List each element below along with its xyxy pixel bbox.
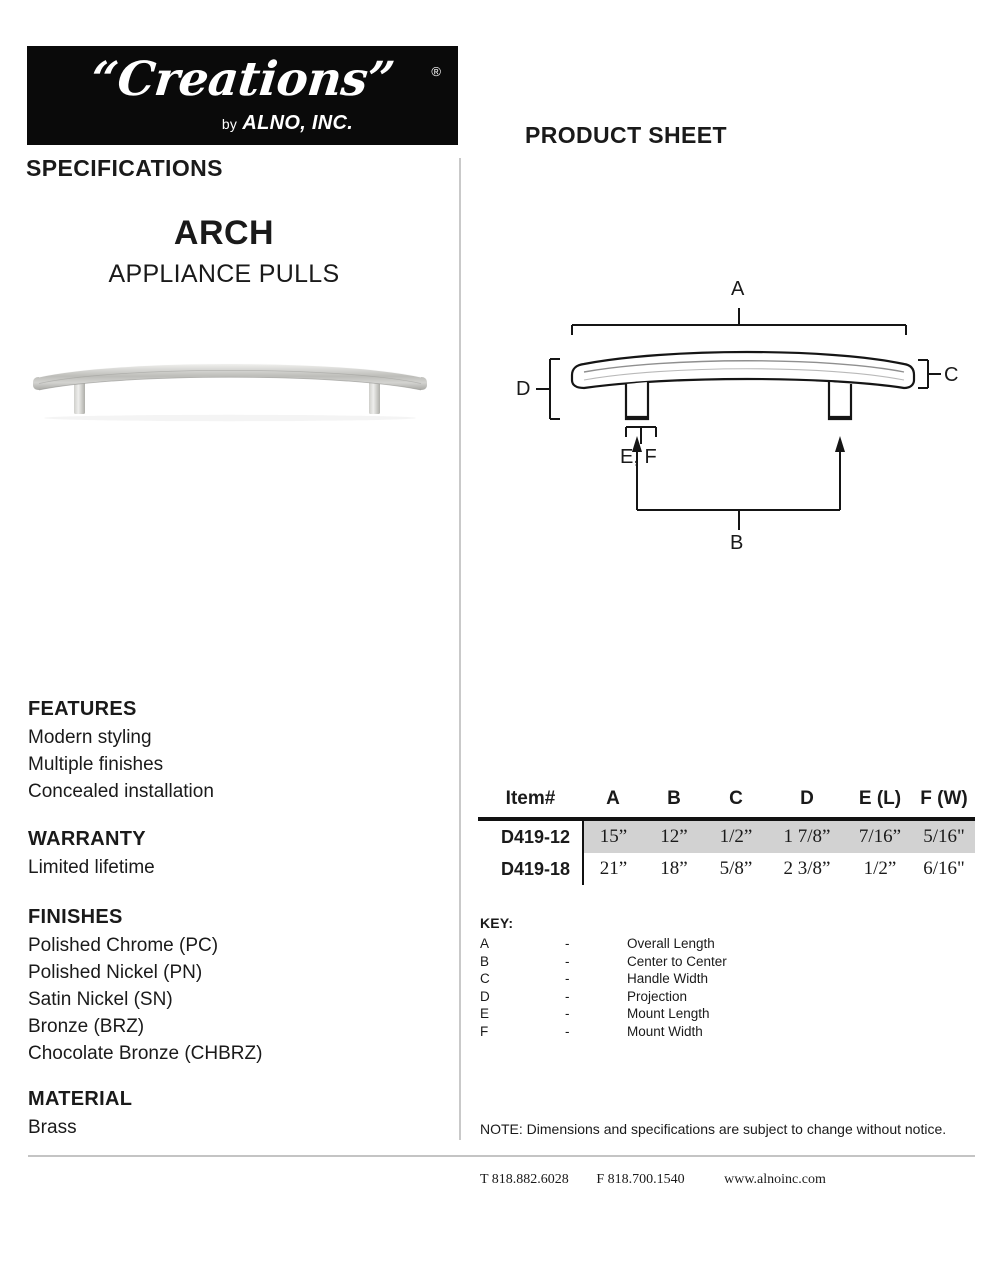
key-dash: - bbox=[565, 988, 570, 1004]
key-letter: A bbox=[480, 936, 490, 951]
disclaimer-note: NOTE: Dimensions and specifications are subject to change without notice. bbox=[480, 1121, 947, 1137]
cell-c: 5/8” bbox=[719, 858, 753, 879]
creations-alno-logo bbox=[27, 46, 458, 145]
cell-c: 1/2” bbox=[705, 819, 767, 853]
cell-a: 15” bbox=[583, 819, 643, 853]
dimension-table bbox=[478, 788, 975, 885]
features-section bbox=[28, 698, 214, 805]
cell-e: 7/16” bbox=[847, 819, 913, 853]
registered-trademark-icon: ® bbox=[431, 64, 441, 79]
key-letter: C bbox=[480, 971, 490, 986]
column-header-d: D bbox=[767, 788, 847, 819]
key-letter: F bbox=[480, 1023, 489, 1039]
key-legend bbox=[480, 915, 727, 1040]
footer-fax: F 818.700.1540 bbox=[596, 1172, 685, 1187]
key-dash: - bbox=[565, 1023, 570, 1039]
key-dash: - bbox=[565, 936, 570, 951]
cell-item: D419-12 bbox=[478, 819, 583, 853]
cell-b: 12” bbox=[643, 819, 705, 853]
key-description: Overall Length bbox=[627, 936, 715, 951]
key-letter: E bbox=[480, 1006, 490, 1021]
logo-company-name: ALNO, INC. bbox=[242, 112, 354, 134]
product-photo bbox=[30, 352, 430, 432]
technical-drawing bbox=[498, 272, 988, 602]
page-title: ARCH bbox=[173, 214, 275, 252]
table-header-row bbox=[478, 788, 975, 819]
drawing-label-ef: E, F bbox=[620, 446, 657, 468]
drawing-label-d: D bbox=[516, 378, 531, 400]
warranty-item: Limited lifetime bbox=[28, 857, 155, 878]
cell-b: 18” bbox=[660, 858, 688, 879]
specifications-heading: SPECIFICATIONS bbox=[26, 155, 223, 181]
column-header-f: F (W) bbox=[913, 788, 975, 819]
features-item: Concealed installation bbox=[28, 781, 214, 802]
features-item: Modern styling bbox=[28, 727, 152, 748]
key-description: Mount Width bbox=[627, 1023, 703, 1039]
table-row bbox=[478, 853, 975, 885]
key-dash: - bbox=[565, 971, 570, 986]
key-letter: D bbox=[480, 988, 490, 1004]
footer-contact bbox=[480, 1172, 826, 1188]
key-description: Handle Width bbox=[627, 971, 709, 986]
drawing-label-b: B bbox=[730, 532, 744, 554]
cell-d: 2 3/8” bbox=[783, 858, 831, 879]
column-divider bbox=[459, 158, 461, 1140]
key-letter: B bbox=[480, 953, 490, 969]
key-title: KEY: bbox=[480, 915, 514, 931]
column-header-a: A bbox=[583, 788, 643, 819]
key-entry bbox=[480, 935, 727, 953]
key-entry bbox=[480, 1023, 727, 1041]
product-sheet-heading: PRODUCT SHEET bbox=[525, 122, 727, 148]
logo-by-prefix: by bbox=[221, 116, 238, 132]
finishes-section bbox=[28, 906, 262, 1067]
features-heading: FEATURES bbox=[28, 698, 137, 720]
cell-a: 21” bbox=[599, 858, 628, 879]
warranty-section bbox=[28, 828, 155, 881]
logo-company-line bbox=[27, 112, 458, 135]
key-description: Projection bbox=[627, 988, 688, 1004]
cell-e: 1/2” bbox=[863, 858, 897, 879]
finishes-item: Polished Chrome (PC) bbox=[28, 935, 219, 956]
finishes-heading: FINISHES bbox=[28, 906, 123, 928]
key-dash: - bbox=[565, 1006, 570, 1021]
column-header-c: C bbox=[705, 788, 767, 819]
column-header-item: Item# bbox=[478, 788, 583, 819]
finishes-item: Bronze (BRZ) bbox=[28, 1016, 145, 1037]
footer-phone: T 818.882.6028 bbox=[480, 1172, 569, 1187]
features-item: Multiple finishes bbox=[28, 754, 164, 775]
drawing-label-c: C bbox=[944, 364, 959, 386]
footer-website[interactable]: www.alnoinc.com bbox=[724, 1172, 826, 1187]
page-subtitle: APPLIANCE PULLS bbox=[108, 260, 340, 288]
cell-d: 1 7/8” bbox=[767, 819, 847, 853]
footer-divider bbox=[28, 1155, 975, 1157]
finishes-item: Polished Nickel (PN) bbox=[28, 962, 203, 983]
material-section bbox=[28, 1088, 132, 1141]
key-entry bbox=[480, 953, 727, 971]
table-row bbox=[478, 819, 975, 853]
drawing-label-a: A bbox=[731, 278, 745, 300]
logo-script-text: “Creations” bbox=[88, 52, 397, 107]
cell-f: 6/16" bbox=[923, 858, 965, 879]
key-entry bbox=[480, 970, 727, 988]
material-heading: MATERIAL bbox=[28, 1088, 133, 1110]
key-description: Mount Length bbox=[627, 1006, 710, 1021]
key-entry bbox=[480, 988, 727, 1006]
cell-f: 5/16" bbox=[913, 819, 975, 853]
warranty-heading: WARRANTY bbox=[28, 828, 146, 850]
dimension-table-wrapper bbox=[478, 788, 975, 885]
key-dash: - bbox=[565, 953, 570, 969]
finishes-item: Satin Nickel (SN) bbox=[28, 989, 173, 1010]
material-item: Brass bbox=[28, 1117, 77, 1138]
cell-item: D419-18 bbox=[478, 853, 583, 885]
column-header-b: B bbox=[643, 788, 705, 819]
key-description: Center to Center bbox=[627, 953, 727, 969]
finishes-item: Chocolate Bronze (CHBRZ) bbox=[28, 1043, 263, 1064]
key-entry bbox=[480, 1005, 727, 1023]
column-header-e: E (L) bbox=[847, 788, 913, 819]
